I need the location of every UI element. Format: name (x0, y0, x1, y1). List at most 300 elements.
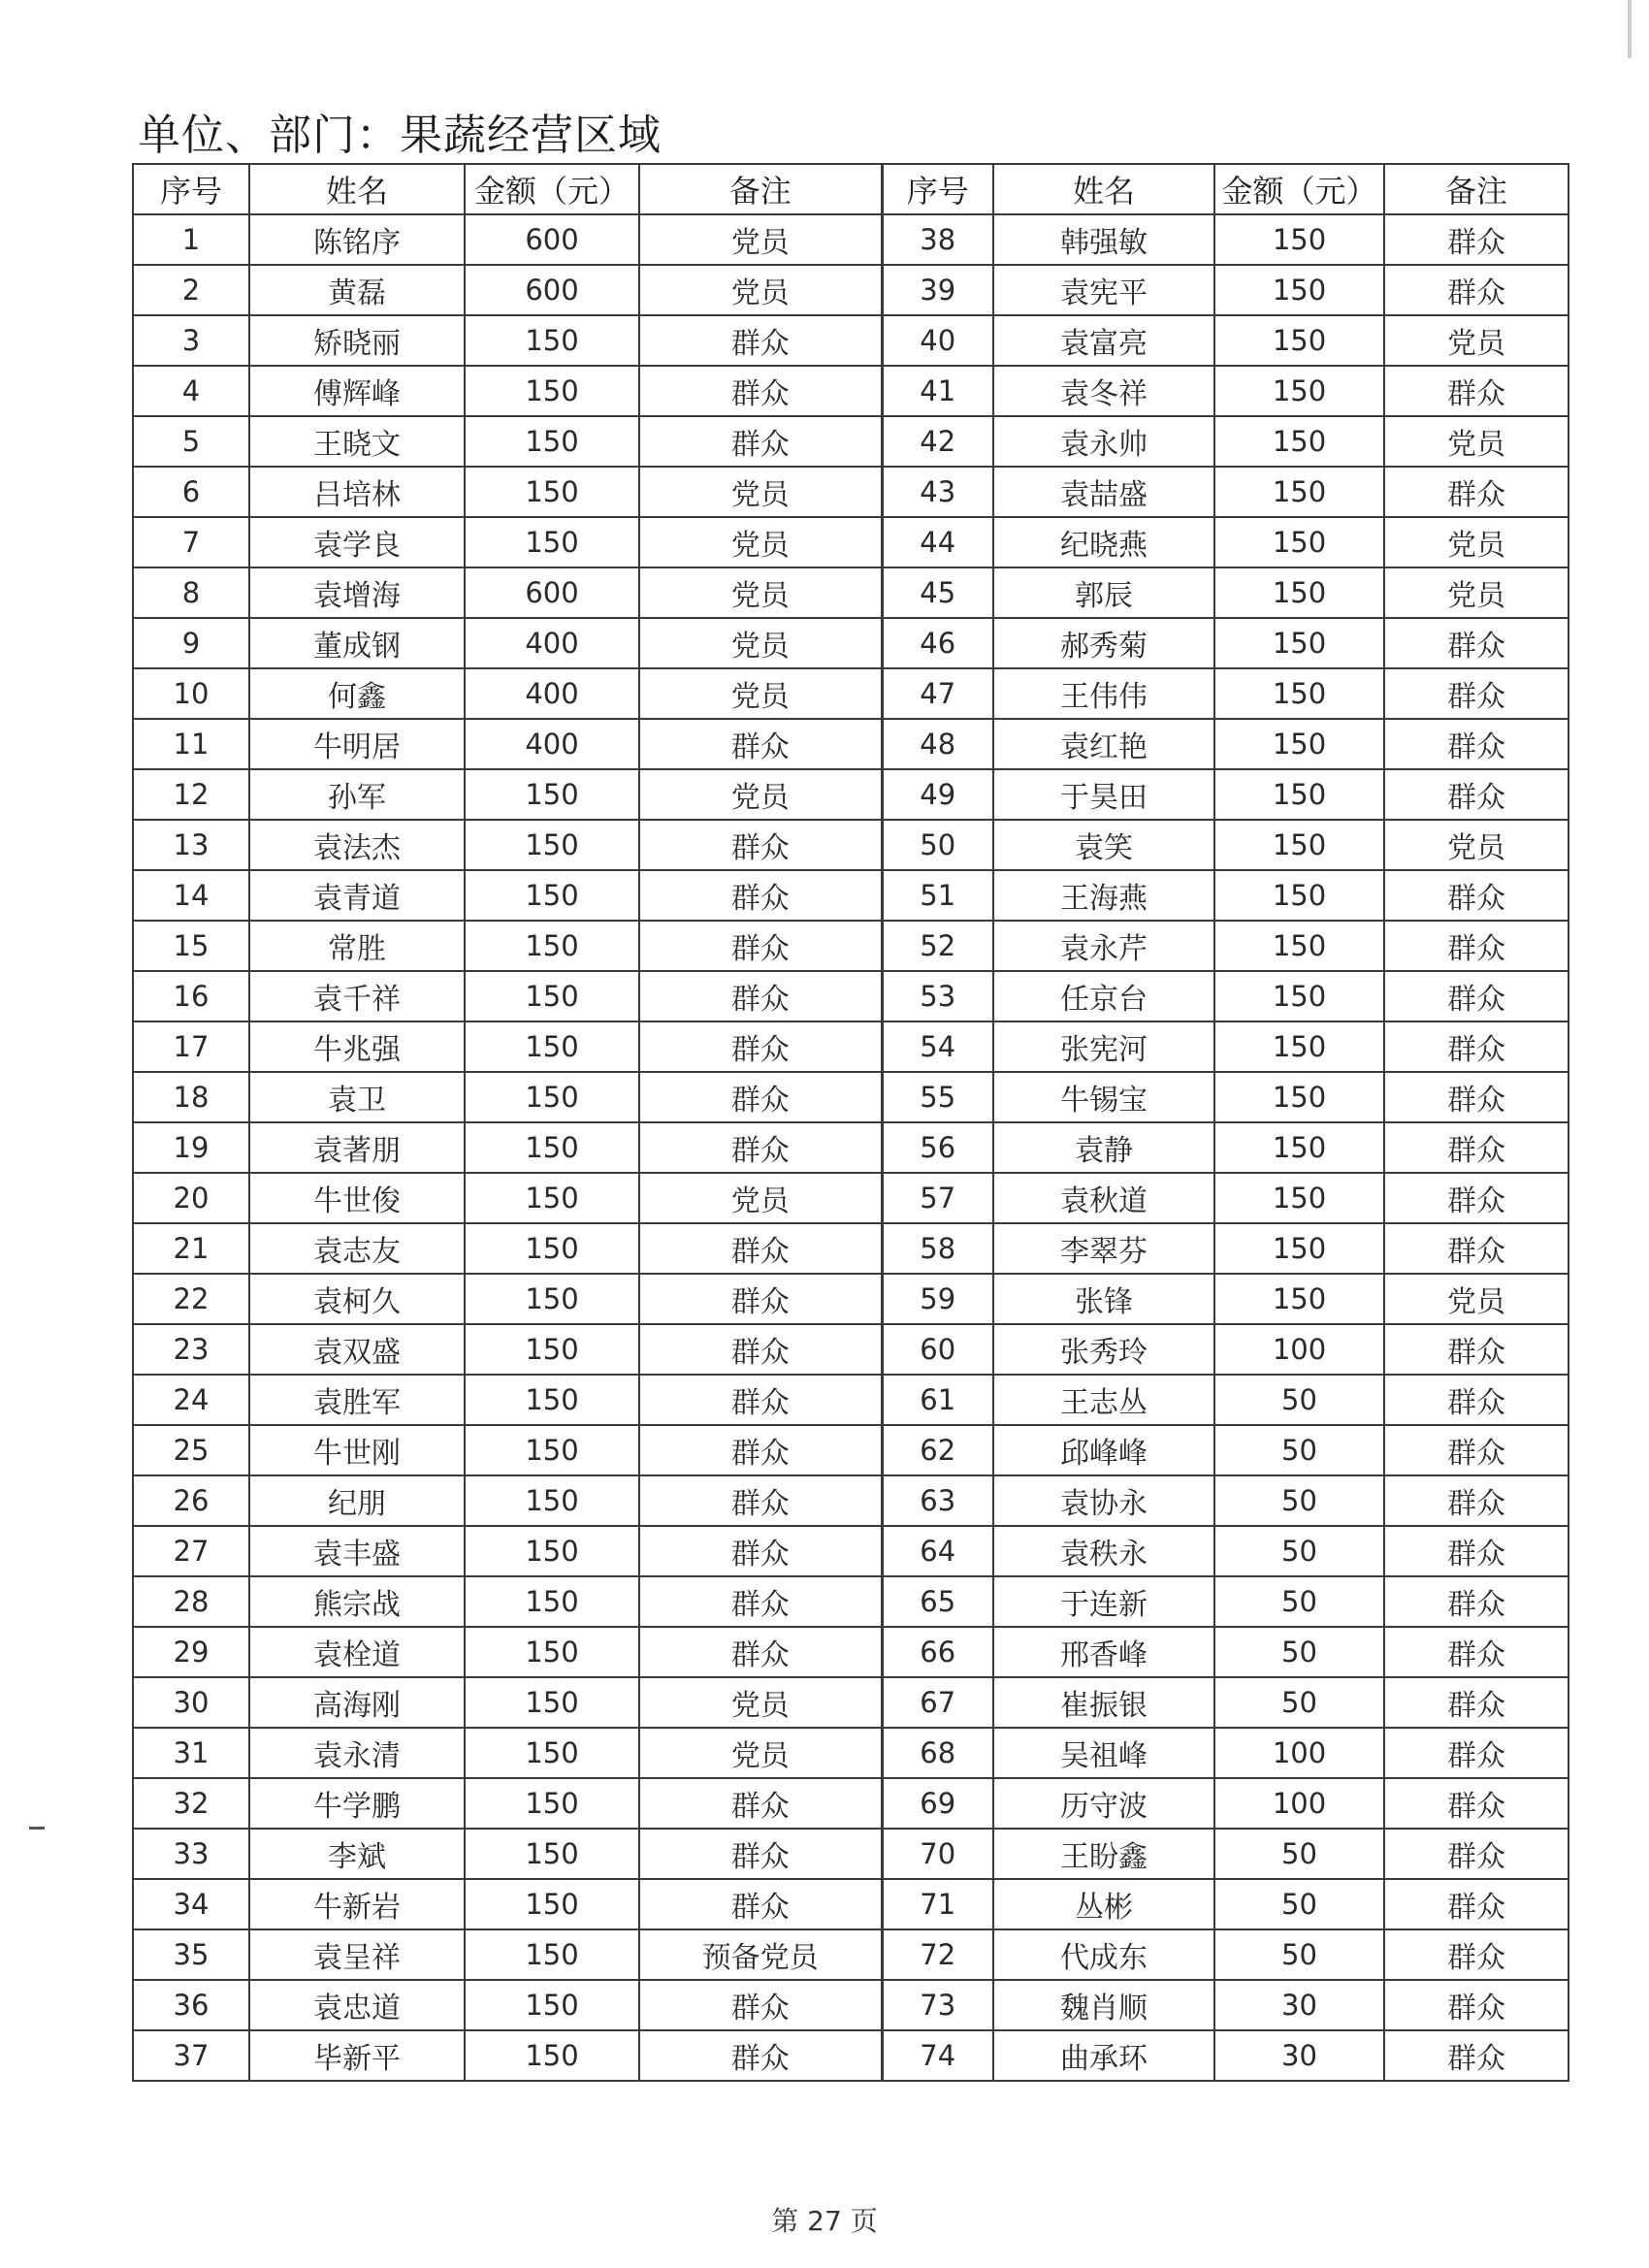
cell-remark-right: 群众 (1384, 1929, 1568, 1980)
cell-index-left: 22 (133, 1274, 249, 1324)
cell-index-left: 12 (133, 769, 249, 820)
table-row (133, 214, 1568, 265)
table-row (133, 1223, 1568, 1274)
cell-name-left: 袁著朋 (249, 1122, 465, 1173)
cell-index-left: 26 (133, 1475, 249, 1526)
cell-name-left: 牛世俊 (249, 1173, 465, 1223)
cell-remark-left: 群众 (639, 719, 882, 769)
cell-index-right: 53 (882, 971, 993, 1021)
cell-amount-left: 150 (465, 971, 639, 1021)
cell-amount-right: 150 (1214, 1173, 1384, 1223)
cell-name-left: 袁呈祥 (249, 1929, 465, 1980)
cell-amount-right: 150 (1214, 719, 1384, 769)
cell-name-right: 袁红艳 (993, 719, 1214, 769)
cell-index-right: 65 (882, 1576, 993, 1627)
table-row (133, 1778, 1568, 1829)
cell-name-left: 何鑫 (249, 668, 465, 719)
cell-name-right: 张锋 (993, 1274, 1214, 1324)
cell-amount-left: 150 (465, 517, 639, 567)
table-row (133, 1879, 1568, 1929)
cell-name-left: 袁千祥 (249, 971, 465, 1021)
cell-remark-left: 群众 (639, 921, 882, 971)
cell-index-left: 1 (133, 214, 249, 265)
cell-amount-left: 150 (465, 1324, 639, 1375)
cell-name-left: 袁卫 (249, 1072, 465, 1122)
cell-index-right: 63 (882, 1475, 993, 1526)
cell-name-left: 袁柯久 (249, 1274, 465, 1324)
donation-table (132, 163, 1569, 2082)
cell-name-right: 王志丛 (993, 1375, 1214, 1425)
cell-remark-right: 群众 (1384, 618, 1568, 668)
cell-index-left: 24 (133, 1375, 249, 1425)
cell-name-right: 王伟伟 (993, 668, 1214, 719)
cell-remark-right: 群众 (1384, 1728, 1568, 1778)
cell-remark-left: 党员 (639, 668, 882, 719)
cell-index-left: 29 (133, 1627, 249, 1677)
cell-remark-left: 群众 (639, 1879, 882, 1929)
cell-name-right: 袁永帅 (993, 416, 1214, 467)
cell-remark-left: 群众 (639, 366, 882, 416)
scan-edge-mark (1628, 0, 1632, 58)
cell-amount-left: 150 (465, 1526, 639, 1576)
cell-name-left: 陈铭序 (249, 214, 465, 265)
header-index-right: 序号 (882, 164, 993, 214)
cell-amount-right: 100 (1214, 1324, 1384, 1375)
cell-index-right: 43 (882, 467, 993, 517)
cell-name-right: 牛锡宝 (993, 1072, 1214, 1122)
cell-index-left: 6 (133, 467, 249, 517)
cell-remark-right: 群众 (1384, 921, 1568, 971)
cell-name-right: 任京台 (993, 971, 1214, 1021)
cell-index-right: 45 (882, 567, 993, 618)
cell-index-right: 44 (882, 517, 993, 567)
cell-amount-left: 600 (465, 567, 639, 618)
cell-index-right: 58 (882, 1223, 993, 1274)
cell-remark-right: 群众 (1384, 870, 1568, 921)
cell-name-right: 吴祖峰 (993, 1728, 1214, 1778)
table-row (133, 1324, 1568, 1375)
cell-index-right: 38 (882, 214, 993, 265)
cell-remark-right: 党员 (1384, 517, 1568, 567)
cell-remark-right: 党员 (1384, 416, 1568, 467)
cell-remark-right: 群众 (1384, 668, 1568, 719)
table-row (133, 1980, 1568, 2030)
cell-amount-right: 150 (1214, 1072, 1384, 1122)
cell-index-right: 50 (882, 820, 993, 870)
cell-name-right: 李翠芬 (993, 1223, 1214, 1274)
cell-index-right: 71 (882, 1879, 993, 1929)
cell-remark-left: 党员 (639, 618, 882, 668)
header-remark-left: 备注 (639, 164, 882, 214)
table-row (133, 1274, 1568, 1324)
cell-name-left: 傅辉峰 (249, 366, 465, 416)
cell-amount-left: 150 (465, 1929, 639, 1980)
cell-name-right: 王海燕 (993, 870, 1214, 921)
cell-index-left: 36 (133, 1980, 249, 2030)
cell-remark-right: 群众 (1384, 1021, 1568, 1072)
cell-amount-right: 150 (1214, 1021, 1384, 1072)
cell-amount-left: 150 (465, 1072, 639, 1122)
cell-index-left: 18 (133, 1072, 249, 1122)
cell-index-right: 56 (882, 1122, 993, 1173)
cell-remark-right: 群众 (1384, 1576, 1568, 1627)
cell-amount-right: 150 (1214, 517, 1384, 567)
table-row (133, 467, 1568, 517)
table-row (133, 1829, 1568, 1879)
cell-name-left: 袁志友 (249, 1223, 465, 1274)
cell-remark-right: 党员 (1384, 1274, 1568, 1324)
cell-index-left: 15 (133, 921, 249, 971)
cell-amount-right: 100 (1214, 1778, 1384, 1829)
cell-remark-left: 群众 (639, 1274, 882, 1324)
cell-remark-left: 群众 (639, 1223, 882, 1274)
cell-index-right: 68 (882, 1728, 993, 1778)
cell-name-left: 袁忠道 (249, 1980, 465, 2030)
cell-index-left: 17 (133, 1021, 249, 1072)
cell-name-left: 董成钢 (249, 618, 465, 668)
cell-index-right: 47 (882, 668, 993, 719)
cell-remark-left: 党员 (639, 1677, 882, 1728)
cell-amount-left: 150 (465, 870, 639, 921)
cell-remark-right: 群众 (1384, 1778, 1568, 1829)
cell-index-right: 66 (882, 1627, 993, 1677)
cell-name-left: 孙军 (249, 769, 465, 820)
cell-remark-left: 群众 (639, 971, 882, 1021)
table-row (133, 1425, 1568, 1475)
cell-index-left: 21 (133, 1223, 249, 1274)
cell-amount-left: 150 (465, 366, 639, 416)
cell-remark-right: 群众 (1384, 971, 1568, 1021)
cell-name-right: 于昊田 (993, 769, 1214, 820)
cell-remark-left: 党员 (639, 1728, 882, 1778)
cell-index-right: 59 (882, 1274, 993, 1324)
cell-name-right: 邢香峰 (993, 1627, 1214, 1677)
cell-amount-left: 150 (465, 1375, 639, 1425)
cell-name-right: 袁永芹 (993, 921, 1214, 971)
cell-remark-left: 群众 (639, 1425, 882, 1475)
cell-amount-left: 400 (465, 719, 639, 769)
table-body (133, 214, 1568, 2081)
cell-remark-right: 群众 (1384, 719, 1568, 769)
cell-amount-right: 150 (1214, 1274, 1384, 1324)
cell-amount-right: 50 (1214, 1677, 1384, 1728)
cell-remark-right: 群众 (1384, 1173, 1568, 1223)
cell-amount-right: 150 (1214, 567, 1384, 618)
cell-index-left: 19 (133, 1122, 249, 1173)
cell-index-left: 32 (133, 1778, 249, 1829)
cell-remark-right: 群众 (1384, 1526, 1568, 1576)
cell-remark-right: 群众 (1384, 1829, 1568, 1879)
cell-index-left: 25 (133, 1425, 249, 1475)
cell-amount-left: 150 (465, 1122, 639, 1173)
cell-index-left: 16 (133, 971, 249, 1021)
cell-name-right: 袁笑 (993, 820, 1214, 870)
cell-index-left: 13 (133, 820, 249, 870)
table-row (133, 1728, 1568, 1778)
table-row (133, 416, 1568, 467)
table-row (133, 668, 1568, 719)
table-row (133, 517, 1568, 567)
cell-remark-left: 群众 (639, 416, 882, 467)
cell-index-right: 57 (882, 1173, 993, 1223)
cell-index-left: 8 (133, 567, 249, 618)
table-header-row (133, 164, 1568, 214)
document-title: 单位、部门：果蔬经营区域 (138, 111, 662, 160)
cell-amount-left: 150 (465, 1475, 639, 1526)
cell-amount-left: 150 (465, 1274, 639, 1324)
cell-name-right: 张宪河 (993, 1021, 1214, 1072)
cell-remark-right: 群众 (1384, 1324, 1568, 1375)
cell-remark-right: 群众 (1384, 1627, 1568, 1677)
cell-name-left: 袁双盛 (249, 1324, 465, 1375)
cell-amount-right: 100 (1214, 1728, 1384, 1778)
cell-name-right: 王盼鑫 (993, 1829, 1214, 1879)
cell-remark-left: 群众 (639, 1375, 882, 1425)
cell-amount-left: 150 (465, 820, 639, 870)
table-row (133, 870, 1568, 921)
cell-remark-left: 预备党员 (639, 1929, 882, 1980)
cell-remark-right: 群众 (1384, 1879, 1568, 1929)
cell-remark-right: 群众 (1384, 1425, 1568, 1475)
cell-name-left: 黄磊 (249, 265, 465, 315)
cell-name-left: 袁丰盛 (249, 1526, 465, 1576)
cell-amount-right: 50 (1214, 1929, 1384, 1980)
cell-index-right: 62 (882, 1425, 993, 1475)
cell-remark-left: 群众 (639, 1627, 882, 1677)
cell-amount-right: 150 (1214, 315, 1384, 366)
cell-name-right: 袁富亮 (993, 315, 1214, 366)
table-row (133, 1072, 1568, 1122)
cell-name-right: 纪晓燕 (993, 517, 1214, 567)
cell-remark-right: 群众 (1384, 1223, 1568, 1274)
scan-speck (29, 1827, 45, 1830)
header-name-right: 姓名 (993, 164, 1214, 214)
cell-amount-right: 150 (1214, 820, 1384, 870)
cell-index-right: 60 (882, 1324, 993, 1375)
cell-name-left: 高海刚 (249, 1677, 465, 1728)
cell-amount-left: 150 (465, 1728, 639, 1778)
cell-index-left: 9 (133, 618, 249, 668)
cell-name-right: 于连新 (993, 1576, 1214, 1627)
cell-remark-left: 群众 (639, 315, 882, 366)
cell-amount-left: 150 (465, 769, 639, 820)
table-row (133, 366, 1568, 416)
cell-name-right: 郝秀菊 (993, 618, 1214, 668)
cell-name-right: 郭辰 (993, 567, 1214, 618)
table-row (133, 820, 1568, 870)
header-name-left: 姓名 (249, 164, 465, 214)
cell-remark-right: 群众 (1384, 1122, 1568, 1173)
cell-name-left: 常胜 (249, 921, 465, 971)
cell-index-left: 10 (133, 668, 249, 719)
cell-name-left: 袁增海 (249, 567, 465, 618)
cell-name-left: 牛明居 (249, 719, 465, 769)
cell-amount-left: 150 (465, 1576, 639, 1627)
cell-index-left: 33 (133, 1829, 249, 1879)
table-row (133, 921, 1568, 971)
cell-name-left: 袁永清 (249, 1728, 465, 1778)
cell-index-right: 51 (882, 870, 993, 921)
cell-amount-right: 150 (1214, 1223, 1384, 1274)
header-amount-right: 金额（元） (1214, 164, 1384, 214)
cell-index-right: 41 (882, 366, 993, 416)
cell-index-left: 2 (133, 265, 249, 315)
cell-name-right: 代成东 (993, 1929, 1214, 1980)
cell-index-left: 34 (133, 1879, 249, 1929)
table-row (133, 315, 1568, 366)
cell-name-right: 历守波 (993, 1778, 1214, 1829)
table-row (133, 1122, 1568, 1173)
cell-name-right: 丛彬 (993, 1879, 1214, 1929)
cell-index-left: 37 (133, 2030, 249, 2081)
cell-amount-left: 150 (465, 1021, 639, 1072)
cell-index-right: 73 (882, 1980, 993, 2030)
cell-index-left: 30 (133, 1677, 249, 1728)
cell-remark-left: 群众 (639, 820, 882, 870)
table-row (133, 265, 1568, 315)
cell-remark-left: 群众 (639, 1829, 882, 1879)
cell-index-left: 5 (133, 416, 249, 467)
cell-index-right: 49 (882, 769, 993, 820)
table-row (133, 1475, 1568, 1526)
cell-amount-left: 150 (465, 1829, 639, 1879)
cell-name-left: 牛学鹏 (249, 1778, 465, 1829)
cell-name-left: 袁青道 (249, 870, 465, 921)
table-row (133, 1677, 1568, 1728)
cell-index-right: 52 (882, 921, 993, 971)
cell-amount-right: 50 (1214, 1576, 1384, 1627)
cell-name-right: 袁协永 (993, 1475, 1214, 1526)
cell-index-right: 48 (882, 719, 993, 769)
cell-index-right: 42 (882, 416, 993, 467)
cell-name-right: 韩强敏 (993, 214, 1214, 265)
cell-amount-right: 150 (1214, 1122, 1384, 1173)
cell-name-left: 矫晓丽 (249, 315, 465, 366)
header-remark-right: 备注 (1384, 164, 1568, 214)
cell-remark-left: 群众 (639, 1576, 882, 1627)
cell-index-right: 70 (882, 1829, 993, 1879)
cell-remark-left: 党员 (639, 567, 882, 618)
cell-remark-right: 群众 (1384, 1072, 1568, 1122)
cell-index-left: 20 (133, 1173, 249, 1223)
cell-amount-left: 150 (465, 1223, 639, 1274)
cell-amount-right: 30 (1214, 2030, 1384, 2081)
cell-amount-right: 150 (1214, 971, 1384, 1021)
cell-index-right: 67 (882, 1677, 993, 1728)
table-row (133, 769, 1568, 820)
cell-remark-left: 党员 (639, 214, 882, 265)
cell-amount-right: 150 (1214, 618, 1384, 668)
cell-amount-left: 150 (465, 1677, 639, 1728)
cell-amount-right: 150 (1214, 921, 1384, 971)
header-index-left: 序号 (133, 164, 249, 214)
table-row (133, 1929, 1568, 1980)
cell-amount-left: 150 (465, 1879, 639, 1929)
cell-name-right: 袁秩永 (993, 1526, 1214, 1576)
cell-index-left: 7 (133, 517, 249, 567)
cell-remark-left: 党员 (639, 769, 882, 820)
cell-amount-right: 30 (1214, 1980, 1384, 2030)
cell-amount-left: 150 (465, 467, 639, 517)
cell-amount-left: 150 (465, 921, 639, 971)
cell-remark-right: 群众 (1384, 1980, 1568, 2030)
cell-remark-right: 群众 (1384, 1475, 1568, 1526)
cell-amount-left: 400 (465, 668, 639, 719)
cell-remark-left: 党员 (639, 265, 882, 315)
cell-index-right: 40 (882, 315, 993, 366)
cell-index-right: 46 (882, 618, 993, 668)
cell-amount-right: 50 (1214, 1627, 1384, 1677)
cell-remark-right: 党员 (1384, 567, 1568, 618)
cell-amount-right: 50 (1214, 1879, 1384, 1929)
cell-amount-left: 600 (465, 265, 639, 315)
cell-remark-left: 群众 (639, 1072, 882, 1122)
cell-name-left: 袁胜军 (249, 1375, 465, 1425)
cell-amount-left: 150 (465, 2030, 639, 2081)
cell-amount-left: 150 (465, 1778, 639, 1829)
cell-index-left: 27 (133, 1526, 249, 1576)
cell-name-left: 李斌 (249, 1829, 465, 1879)
cell-index-left: 14 (133, 870, 249, 921)
cell-remark-right: 群众 (1384, 366, 1568, 416)
cell-remark-left: 党员 (639, 517, 882, 567)
cell-name-right: 袁喆盛 (993, 467, 1214, 517)
cell-name-right: 袁秋道 (993, 1173, 1214, 1223)
cell-name-right: 邱峰峰 (993, 1425, 1214, 1475)
cell-remark-right: 群众 (1384, 214, 1568, 265)
cell-amount-right: 50 (1214, 1475, 1384, 1526)
cell-name-right: 袁静 (993, 1122, 1214, 1173)
table-row (133, 567, 1568, 618)
cell-name-left: 王晓文 (249, 416, 465, 467)
cell-remark-right: 群众 (1384, 1375, 1568, 1425)
cell-amount-right: 150 (1214, 265, 1384, 315)
cell-amount-right: 150 (1214, 467, 1384, 517)
cell-remark-left: 党员 (639, 467, 882, 517)
cell-name-left: 袁栓道 (249, 1627, 465, 1677)
cell-name-right: 袁冬祥 (993, 366, 1214, 416)
cell-remark-left: 群众 (639, 1021, 882, 1072)
table-row (133, 1173, 1568, 1223)
cell-amount-right: 150 (1214, 769, 1384, 820)
cell-name-left: 袁法杰 (249, 820, 465, 870)
cell-remark-left: 群众 (639, 1526, 882, 1576)
cell-amount-right: 150 (1214, 668, 1384, 719)
cell-index-right: 64 (882, 1526, 993, 1576)
header-amount-left: 金额（元） (465, 164, 639, 214)
cell-name-left: 牛兆强 (249, 1021, 465, 1072)
cell-amount-left: 150 (465, 1173, 639, 1223)
cell-name-left: 牛世刚 (249, 1425, 465, 1475)
cell-remark-left: 群众 (639, 2030, 882, 2081)
cell-name-right: 袁宪平 (993, 265, 1214, 315)
cell-amount-right: 50 (1214, 1829, 1384, 1879)
cell-remark-right: 群众 (1384, 2030, 1568, 2081)
cell-name-right: 张秀玲 (993, 1324, 1214, 1375)
cell-index-left: 28 (133, 1576, 249, 1627)
cell-amount-right: 50 (1214, 1425, 1384, 1475)
cell-name-right: 曲承环 (993, 2030, 1214, 2081)
table-row (133, 1576, 1568, 1627)
cell-index-right: 55 (882, 1072, 993, 1122)
cell-name-left: 毕新平 (249, 2030, 465, 2081)
cell-name-left: 纪朋 (249, 1475, 465, 1526)
table-row (133, 2030, 1568, 2081)
cell-name-left: 熊宗战 (249, 1576, 465, 1627)
cell-index-right: 74 (882, 2030, 993, 2081)
cell-index-right: 72 (882, 1929, 993, 1980)
page-number: 第 27 页 (771, 2205, 878, 2237)
